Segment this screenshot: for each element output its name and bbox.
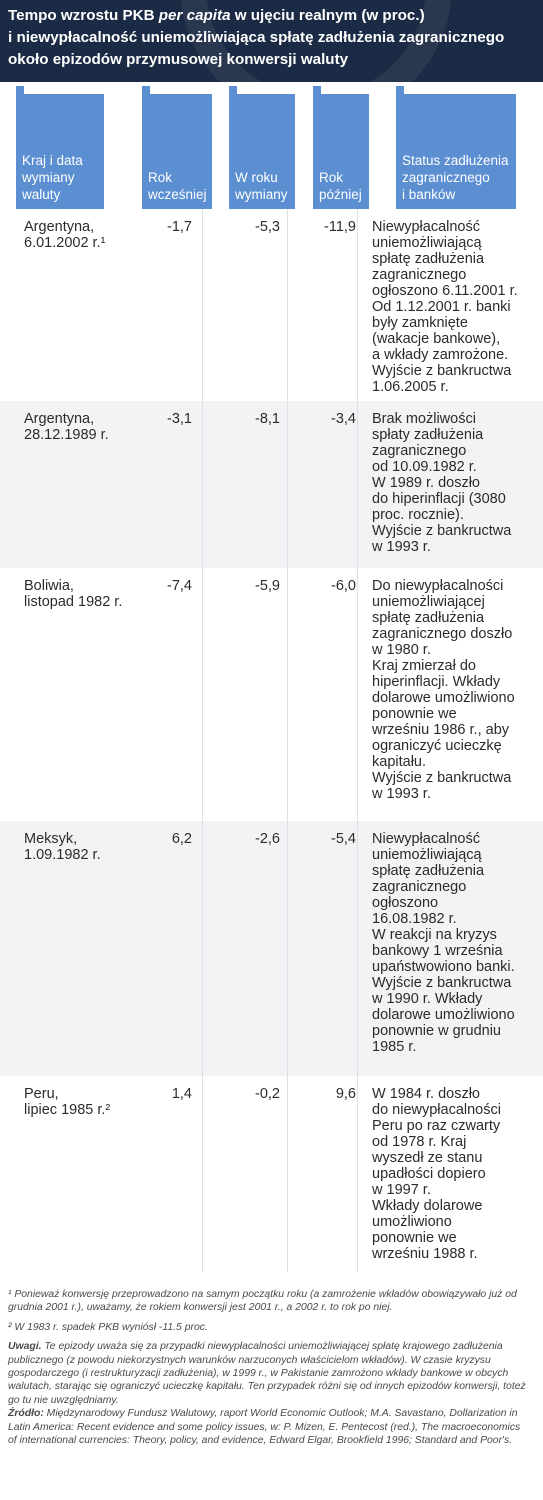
title-line-2: i niewypłacalność uniemożliwiająca spłatę zadłużenia zagranicznego bbox=[8, 29, 505, 46]
title-part: w ujęciu realnym (w proc.) bbox=[230, 7, 425, 24]
table-row bbox=[0, 209, 543, 401]
title-line-3: około epizodów przymusowej konwersji waluty bbox=[8, 51, 349, 68]
column-divider bbox=[357, 401, 358, 568]
column-divider bbox=[357, 1076, 358, 1272]
value-year-after: -3,4 bbox=[331, 411, 356, 427]
column-divider bbox=[287, 821, 288, 1076]
header-debt-status bbox=[396, 94, 516, 209]
column-header-label: Rok wcześniej bbox=[148, 170, 207, 202]
title-part: Tempo wzrostu PKB bbox=[8, 7, 159, 24]
status-cell: Brak możliwości spłaty zadłużenia zagranicznego od 10.09.1982 r. W 1989 r. doszło do hiperinflacji (3080 proc. rocznie). Wyjście z bankructwa w 1993 r. bbox=[372, 411, 512, 555]
footnote-1: ¹ Ponieważ konwersję przeprowadzono na samym początku roku (a zamrożenie wkładów obowiązywało już od grudnia 2001 r.), uważamy, że rokiem konwersji jest 2001 r., a 2002 r. to rok po niej. bbox=[8, 1289, 517, 1314]
notes-remarks-label: Uwagi. bbox=[8, 1341, 42, 1353]
column-divider bbox=[357, 568, 358, 821]
data-table bbox=[0, 82, 543, 1272]
table-row bbox=[0, 821, 543, 1076]
table-row bbox=[0, 1076, 543, 1272]
status-cell: Do niewypłacalności uniemożliwiającej spłatę zadłużenia zagranicznego doszło w 1980 r. Kraj zmierzał do hiperinflacji. Wkłady dolarowe umożliwiono ponownie we wrześniu 1986 r., aby ograniczyć ucieczkę kapitału. Wyjście z bankructwa w 1993 r. bbox=[372, 578, 515, 802]
country-cell: Argentyna, 28.12.1989 r. bbox=[24, 411, 109, 443]
value-year-after: -11,9 bbox=[324, 219, 356, 235]
notes-source-text: Międzynarodowy Fundusz Walutowy, raport World Economic Outlook; M.A. Savastano, Dollarization in Latin America: Recent evidence and some policy issues, w: P. Mizen, E. Pentecost (red.), The macroeconomics of international currencies: Theory, policy, and evidence, Edward Elgar, Brookfield 1996; Standard and Poor's. bbox=[8, 1408, 521, 1447]
chart-title bbox=[8, 5, 538, 71]
header-country bbox=[16, 94, 104, 209]
status-cell: Niewypłacalność uniemożliwiającą spłatę zadłużenia zagranicznego ogłoszono 16.08.1982 r. W reakcji na kryzys bankowy 1 września upaństwowiono banki. Wyjście z bankructwa w 1990 r. Wkłady dolarowe umożliwiono ponownie w grudniu 1985 r. bbox=[372, 831, 515, 1055]
title-italic: per capita bbox=[158, 7, 231, 24]
notes-source-label: Źródło: bbox=[8, 1408, 44, 1420]
column-divider bbox=[287, 401, 288, 568]
country-cell: Argentyna, 6.01.2002 r.¹ bbox=[24, 219, 106, 251]
table-row bbox=[0, 568, 543, 821]
column-header-label: Kraj i data wymiany waluty bbox=[22, 153, 83, 202]
column-divider bbox=[202, 821, 203, 1076]
header-year-before bbox=[142, 94, 212, 209]
status-cell: Niewypłacalność uniemożliwiającą spłatę zadłużenia zagranicznego ogłoszono 6.11.2001 r. Od 1.12.2001 r. banki były zamknięte (wakacje bankowe), a wkłady zamrożone. Wyjście z bankructwa 1.06.2005 r. bbox=[372, 219, 518, 395]
value-exchange-year: -0,2 bbox=[255, 1086, 280, 1102]
value-year-after: 9,6 bbox=[335, 1086, 356, 1102]
notes-remarks bbox=[8, 1340, 528, 1447]
column-divider bbox=[357, 821, 358, 1076]
value-exchange-year: -5,9 bbox=[255, 578, 280, 594]
footnote-2: ² W 1983 r. spadek PKB wyniósł -11.5 proc. bbox=[8, 1321, 208, 1333]
value-year-before: -7,4 bbox=[167, 578, 192, 594]
value-year-before: 6,2 bbox=[171, 831, 192, 847]
value-exchange-year: -5,3 bbox=[255, 219, 280, 235]
country-cell: Peru, lipiec 1985 r.² bbox=[24, 1086, 111, 1118]
column-divider bbox=[202, 568, 203, 821]
value-year-after: -5,4 bbox=[331, 831, 356, 847]
table-row bbox=[0, 401, 543, 568]
title-banner bbox=[0, 0, 543, 82]
country-cell: Boliwia, listopad 1982 r. bbox=[24, 578, 123, 610]
column-header-label: Rok później bbox=[319, 170, 362, 202]
value-exchange-year: -8,1 bbox=[255, 411, 280, 427]
column-divider bbox=[202, 209, 203, 401]
footnotes bbox=[8, 1288, 528, 1453]
column-divider bbox=[287, 209, 288, 401]
column-divider bbox=[202, 401, 203, 568]
value-year-after: -6,0 bbox=[331, 578, 356, 594]
header-year-after bbox=[313, 94, 369, 209]
header-exchange-year bbox=[229, 94, 295, 209]
column-header-label: Status zadłużenia zagranicznego i banków bbox=[402, 153, 509, 202]
value-exchange-year: -2,6 bbox=[255, 831, 280, 847]
country-cell: Meksyk, 1.09.1982 r. bbox=[24, 831, 101, 863]
status-cell: W 1984 r. doszło do niewypłacalności Peru po raz czwarty od 1978 r. Kraj wyszedł ze stanu upadłości dopiero w 1997 r. Wkłady dolarowe umożliwiono ponownie we wrześniu 1988 r. bbox=[372, 1086, 501, 1262]
column-divider bbox=[357, 209, 358, 401]
column-divider bbox=[202, 1076, 203, 1272]
value-year-before: 1,4 bbox=[171, 1086, 192, 1102]
value-year-before: -1,7 bbox=[167, 219, 192, 235]
column-divider bbox=[287, 1076, 288, 1272]
column-divider bbox=[287, 568, 288, 821]
notes-remarks-text: Te epizody uważa się za przypadki niewypłacalności uniemożliwiającej spłatę krajowego zadłużenia publicznego (z powodu niekorzystnych warunków narzuconych właścicielom wkładów). W czasie kryzysu gospodarczego (i restrukturyzacji zadłużenia), w 1999 r., w Pakistanie zamrożono wkłady bankowe w obcych walutach, starając się ograniczyć ucieczkę kapitału. Ten przypadek różni się od innych epizodów konwersji, toteż go tu nie uwzględniamy. bbox=[8, 1341, 526, 1406]
value-year-before: -3,1 bbox=[167, 411, 192, 427]
column-header-label: W roku wymiany bbox=[235, 170, 288, 202]
